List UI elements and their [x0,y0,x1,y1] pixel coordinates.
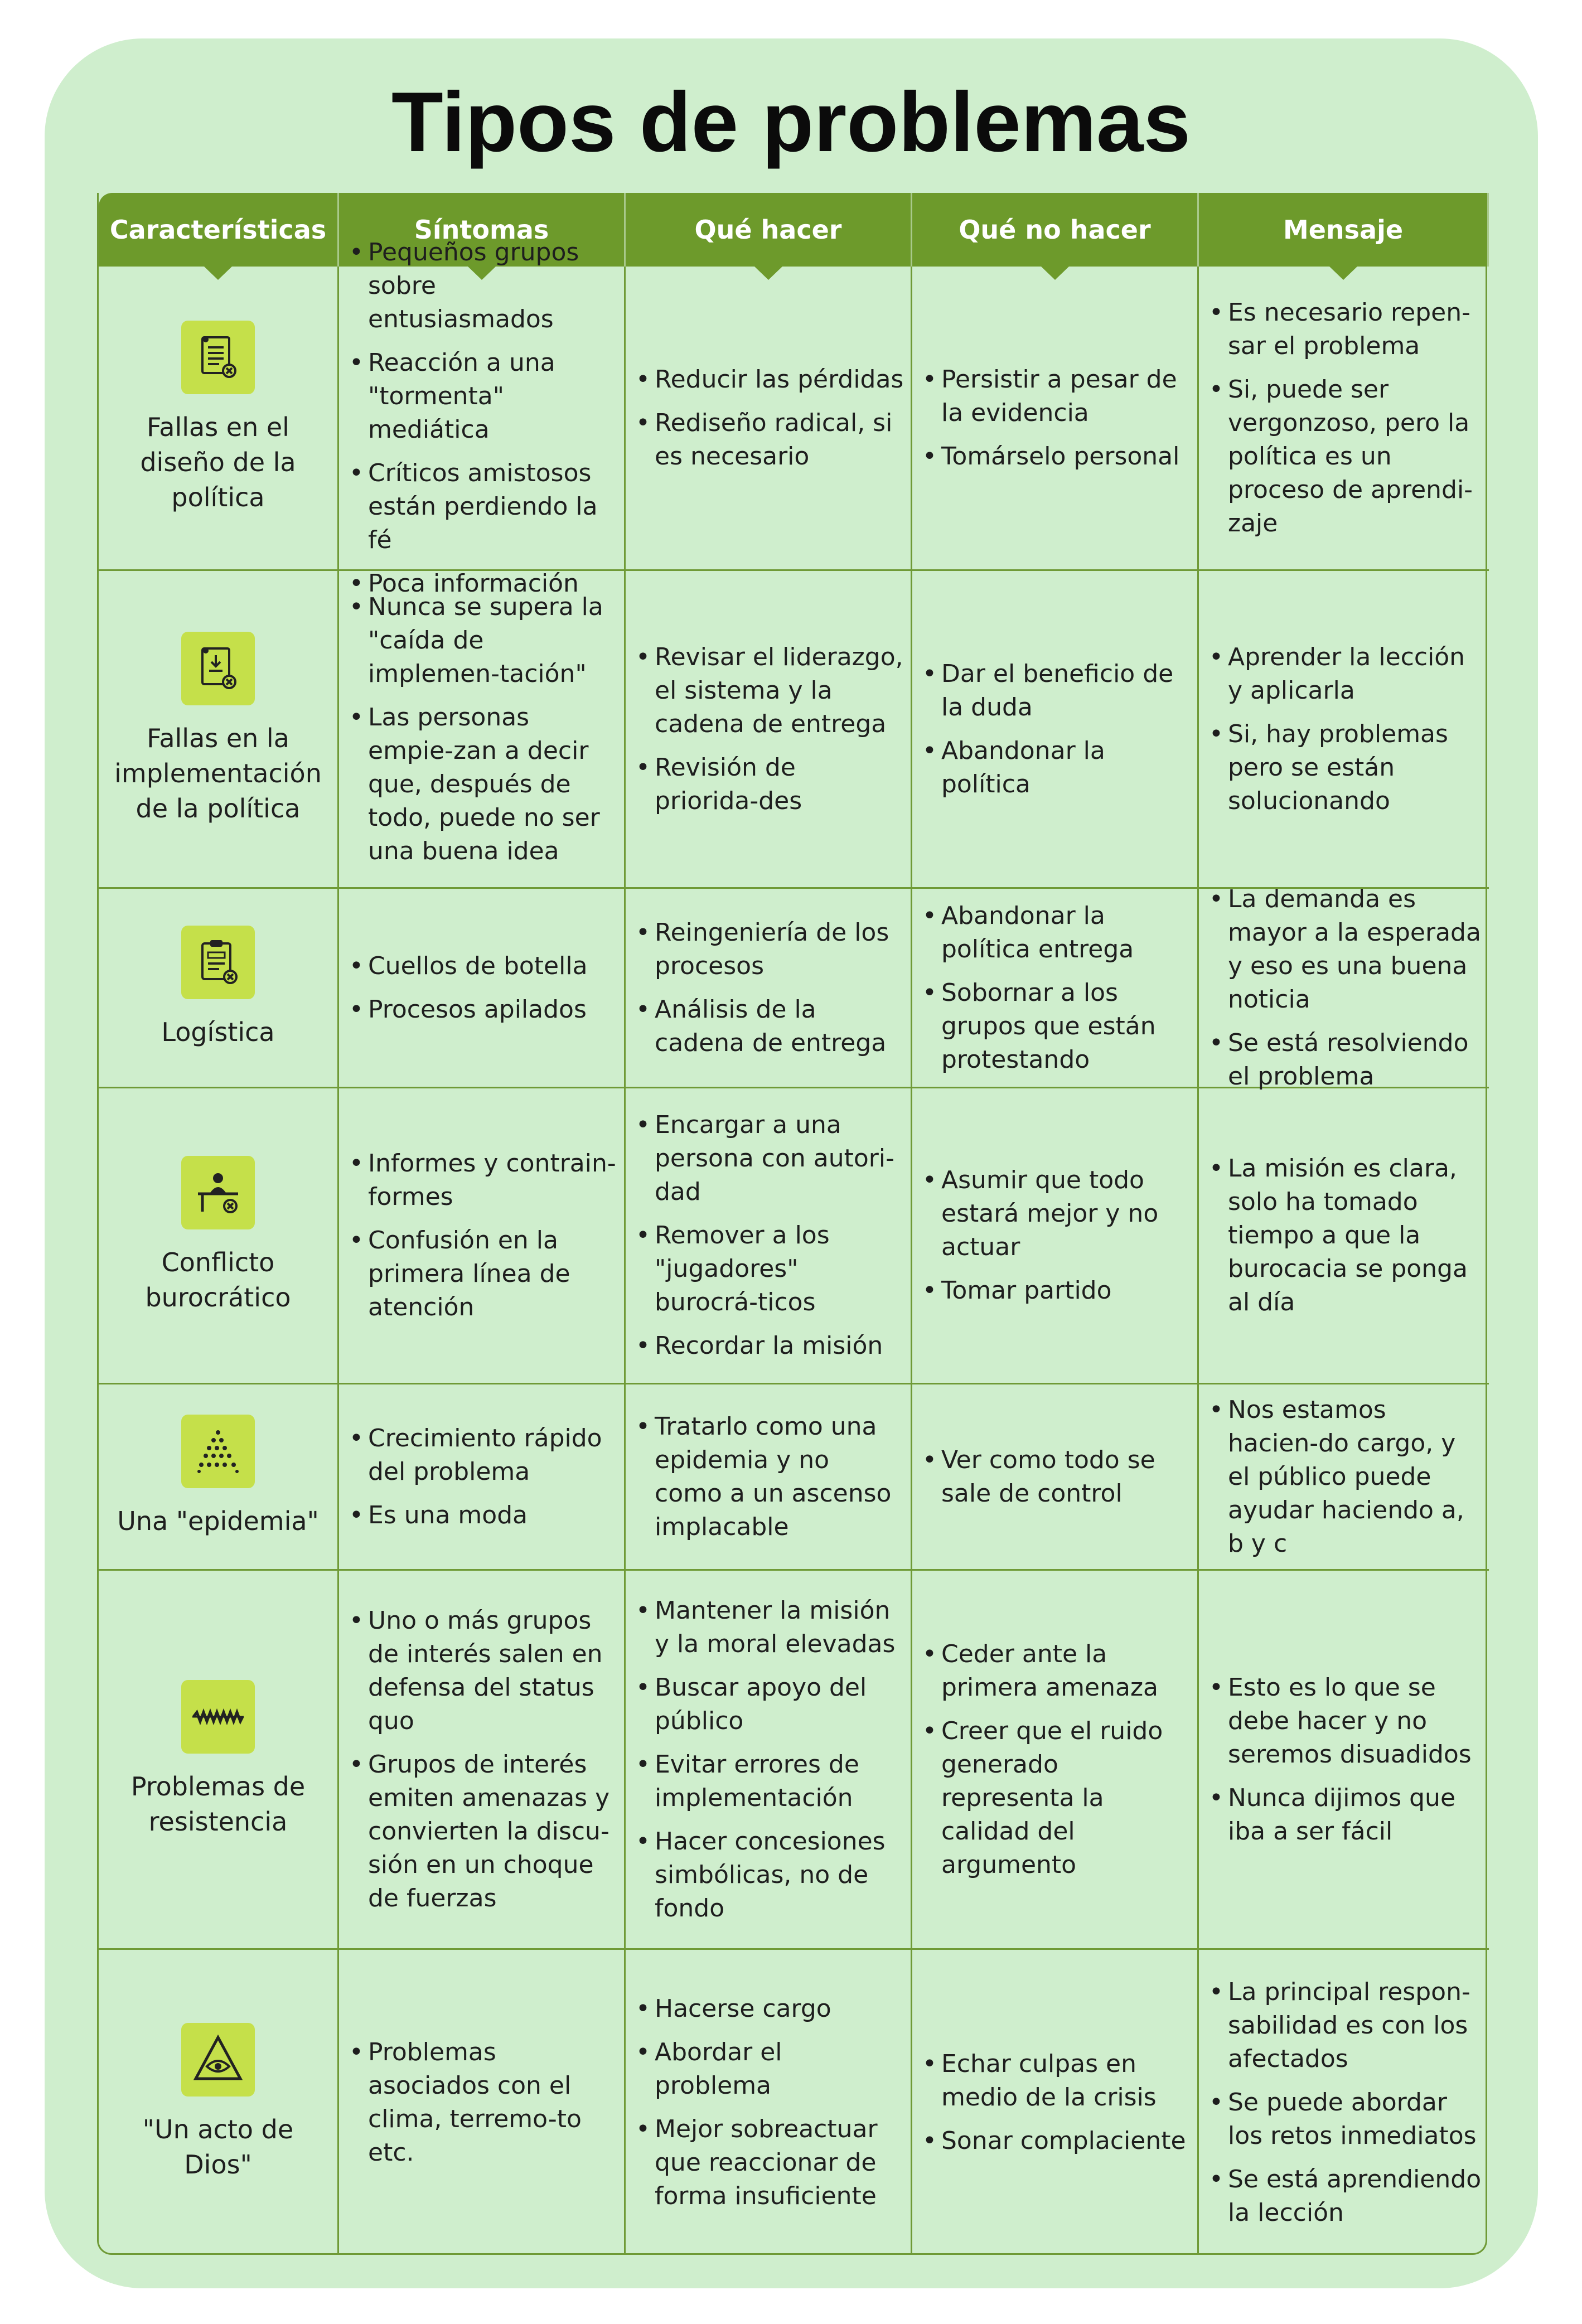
bullet-list [348,590,617,868]
mensaje-cell [1199,1088,1489,1384]
list-item: • Nunca dijimos que iba a ser fácil [1208,1781,1482,1848]
list-item: • Confusión en la primera línea de atención [348,1224,617,1324]
sintomas-cell [339,1088,626,1384]
icon-badge [181,1415,255,1488]
list-item: • Tomárselo personal [921,440,1191,473]
problems-table [97,193,1487,2255]
bullet-list [921,899,1191,1077]
bullet-list [348,236,617,601]
icon-badge [181,2023,255,2097]
bullet-list [348,1147,617,1324]
list-item: • Echar culpas en medio de la crisis [921,2047,1191,2114]
sintomas-cell [339,238,626,598]
list-item: • Asumir que todo estará mejor y no actuar [921,1164,1191,1264]
bullet-list [635,916,904,1060]
list-item: • Se está aprendiendo la lección [1208,2163,1482,2230]
icon-badge [181,321,255,394]
mensaje-cell [1199,571,1489,889]
document-x-icon [190,330,246,385]
icon-badge [181,632,255,705]
bullet-list [921,363,1191,473]
list-item: • Críticos amistosos están perdiendo la fé [348,457,617,557]
mensaje-cell [1199,1384,1489,1571]
list-item: • Sonar complaciente [921,2124,1191,2158]
bullet-list [348,1422,617,1532]
characteristic-label: Conflicto burocrático [145,1247,291,1313]
list-item: • Buscar apoyo del público [635,1671,904,1738]
list-item: • Grupos de interés emiten amenazas y convierten la discu-sión en un choque de fuerzas [348,1748,617,1915]
que-no-hacer-cell [912,889,1199,1088]
que-no-hacer-cell [912,1088,1199,1384]
list-item: • Mantener la misión y la moral elevadas [635,1594,904,1661]
list-item: • Es necesario repen-sar el problema [1208,296,1482,363]
bullet-list [635,363,904,473]
header-que-hacer: Qué hacer [626,193,912,267]
bullet-list [1208,1671,1482,1848]
list-item: • Crecimiento rápido del problema [348,1422,617,1489]
bullet-list [1208,1976,1482,2230]
que-hacer-cell [626,1571,912,1950]
list-item: • Cuellos de botella [348,950,617,983]
list-item: • Las personas empie-zan a decir que, después de todo, puede no ser una buena idea [348,701,617,868]
list-item: • Problemas asociados con el clima, terremo-to etc. [348,2036,617,2170]
bullet-list [635,1410,904,1544]
sintomas-cell [339,1950,626,2255]
list-item: • Hacerse cargo [635,1992,904,2026]
list-item: • Ceder ante la primera amenaza [921,1638,1191,1705]
list-item: • Abandonar la política entrega [921,899,1191,966]
icon-badge [181,926,255,999]
bullet-list [348,1604,617,1915]
mensaje-cell [1199,1950,1489,2255]
list-item: • Dar el beneficio de la duda [921,657,1191,724]
list-item: • Sobornar a los grupos que están protestando [921,976,1191,1077]
list-item: • Poca información [348,567,617,601]
mensaje-cell [1199,884,1489,1091]
list-item: • Informes y contrain-formes [348,1147,617,1214]
list-item: • La demanda es mayor a la esperada y eso es una buena noticia [1208,883,1482,1016]
characteristic-label: "Un acto de Dios" [142,2114,294,2180]
characteristic-cell [99,571,339,889]
list-item: • Nunca se supera la "caída de implemen-tación" [348,590,617,691]
characteristic-label: Fallas en la implementación de la política [114,723,322,824]
list-item: • La principal respon-sabilidad es con los afectados [1208,1976,1482,2076]
list-item: • Persistir a pesar de la evidencia [921,363,1191,430]
bullet-list [1208,883,1482,1093]
bullet-list [1208,1393,1482,1561]
characteristic-cell [99,267,339,571]
list-item: • Rediseño radical, si es necesario [635,406,904,473]
zigzag-noise-icon [190,1689,246,1745]
characteristic-cell [99,1088,339,1384]
list-item: • Se está resolviendo el problema [1208,1027,1482,1093]
bullet-list [635,1992,904,2213]
list-item: • Abordar el problema [635,2036,904,2103]
bullet-list [921,1164,1191,1308]
characteristic-cell [99,889,339,1088]
sintomas-cell [339,1384,626,1571]
bullet-list [1208,1152,1482,1319]
bullet-list [635,641,904,818]
icon-badge [181,1156,255,1229]
list-item: • Si, puede ser vergonzoso, pero la política es un proceso de aprendi-zaje [1208,373,1482,540]
characteristic-cell [99,1571,339,1950]
bullet-list [921,1444,1191,1510]
bullet-list [348,2036,617,2170]
list-item: • Pequeños grupos sobre entusiasmados [348,236,617,336]
header-caracteristicas: Características [99,193,339,267]
bullet-list [635,1108,904,1363]
que-no-hacer-cell [912,1384,1199,1571]
bullet-list [921,1638,1191,1882]
que-hacer-cell [626,1384,912,1571]
bullet-list [1208,296,1482,540]
list-item: • Tratarlo como una epidemia y no como a un ascenso implacable [635,1410,904,1544]
list-item: • Abandonar la política [921,734,1191,801]
bullet-list [921,2047,1191,2158]
bullet-list [635,1594,904,1925]
que-no-hacer-cell [912,267,1199,571]
que-hacer-cell [626,571,912,889]
characteristic-label: Logística [161,1017,275,1047]
list-item: • Nos estamos hacien-do cargo, y el público puede ayudar haciendo a, b y c [1208,1393,1482,1561]
list-item: • Tomar partido [921,1274,1191,1308]
icon-badge [181,1680,255,1754]
que-no-hacer-cell [912,1571,1199,1950]
clipboard-x-icon [190,935,246,990]
que-no-hacer-cell [912,1950,1199,2255]
list-item: • Encargar a una persona con autori-dad [635,1108,904,1209]
list-item: • Revisión de priorida-des [635,751,904,818]
list-item: • La misión es clara, solo ha tomado tiempo a que la burocacia se ponga al día [1208,1152,1482,1319]
list-item: • Ver como todo se sale de control [921,1444,1191,1510]
header-sintomas: Síntomas [339,193,626,267]
list-item: • Análisis de la cadena de entrega [635,993,904,1060]
characteristic-cell [99,1950,339,2255]
list-item: • Esto es lo que se debe hacer y no seremos disuadidos [1208,1671,1482,1771]
list-item: • Reducir las pérdidas [635,363,904,396]
que-no-hacer-cell [912,571,1199,889]
list-item: • Es una moda [348,1499,617,1532]
document-download-x-icon [190,641,246,696]
header-que-no-hacer: Qué no hacer [912,193,1199,267]
mensaje-cell [1199,1571,1489,1950]
characteristic-label: Problemas de resistencia [130,1771,306,1837]
characteristic-label: Una "epidemia" [117,1506,319,1536]
list-item: • Se puede abordar los retos inmediatos [1208,2086,1482,2153]
list-item: • Si, hay problemas pero se están solucionando [1208,718,1482,818]
sintomas-cell [339,889,626,1088]
bullet-list [921,657,1191,801]
bullet-list [1208,641,1482,818]
que-hacer-cell [626,1950,912,2255]
bullet-list [348,950,617,1027]
dots-spread-icon [190,1424,246,1479]
characteristic-label: Fallas en el diseño de la política [140,412,296,512]
eye-triangle-icon [190,2032,246,2088]
sintomas-cell [339,1571,626,1950]
list-item: • Recordar la misión [635,1329,904,1363]
list-item: • Procesos apilados [348,993,617,1027]
list-item: • Aprender la lección y aplicarla [1208,641,1482,708]
list-item: • Creer que el ruido generado representa la calidad del argumento [921,1715,1191,1882]
desk-person-x-icon [190,1165,246,1221]
page-title: Tipos de problemas [391,75,1191,170]
que-hacer-cell [626,1088,912,1384]
list-item: • Reacción a una "tormenta" mediática [348,346,617,447]
que-hacer-cell [626,267,912,571]
sintomas-cell [339,571,626,889]
list-item: • Reingeniería de los procesos [635,916,904,983]
list-item: • Hacer concesiones simbólicas, no de fondo [635,1825,904,1925]
header-mensaje: Mensaje [1199,193,1489,267]
characteristic-cell [99,1384,339,1571]
list-item: • Uno o más grupos de interés salen en defensa del status quo [348,1604,617,1738]
que-hacer-cell [626,889,912,1088]
mensaje-cell [1199,267,1489,571]
list-item: • Revisar el liderazgo, el sistema y la cadena de entrega [635,641,904,741]
list-item: • Evitar errores de implementación [635,1748,904,1815]
list-item: • Mejor sobreactuar que reaccionar de forma insuficiente [635,2113,904,2213]
list-item: • Remover a los "jugadores" burocrá-ticos [635,1219,904,1319]
